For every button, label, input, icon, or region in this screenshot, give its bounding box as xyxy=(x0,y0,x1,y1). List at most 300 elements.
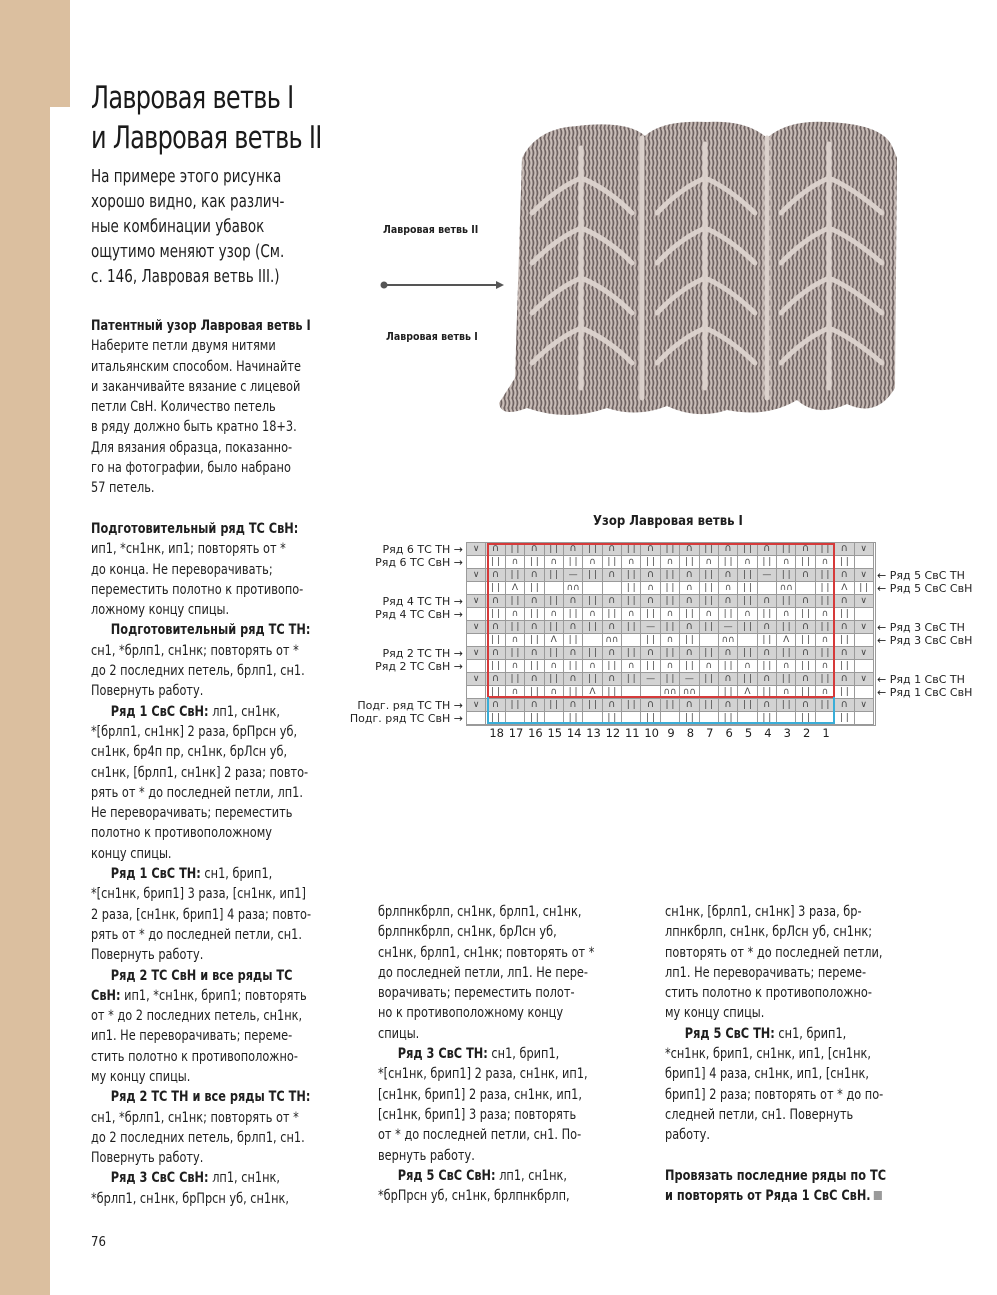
chart-column-number: 6 xyxy=(725,726,733,740)
chart-cell: ∩ xyxy=(641,569,660,582)
chart-cell: ∩ xyxy=(661,660,680,673)
pointer-arrow-icon xyxy=(380,281,504,289)
chart-cell: ∩ xyxy=(486,595,505,608)
chart-cell: | | xyxy=(661,621,680,634)
chart-cell: | | xyxy=(641,712,660,725)
chart-cell: ∩ xyxy=(622,608,641,621)
row-label: Ряд 5 СвС СвН: xyxy=(397,1167,496,1184)
row-label: Ряд 1 СвС СвН: xyxy=(110,703,209,720)
chart-cell: | | xyxy=(700,647,719,660)
chart-cell: ∩ xyxy=(719,543,738,556)
chart-column-number: 4 xyxy=(764,726,772,740)
chart-cell: | | xyxy=(506,543,525,556)
chart-cell: ∩ xyxy=(777,608,796,621)
chart-cell: ∨ xyxy=(855,569,874,582)
chart-row xyxy=(467,660,874,673)
row-label: Подготовительный ряд ТС СвН: xyxy=(91,520,299,537)
chart-row xyxy=(467,595,874,608)
chart-cell: ∩ xyxy=(719,582,738,595)
chart-cell: ∩ xyxy=(564,543,583,556)
chart-cell: | | xyxy=(622,621,641,634)
chart-cell: | | xyxy=(680,556,699,569)
chart-title: Узор Лавровая ветвь I xyxy=(593,514,743,529)
chart-cell: | | xyxy=(622,569,641,582)
chart-cell: ∩ xyxy=(603,543,622,556)
text-line: и заканчивайте вязание с лицевой xyxy=(91,378,301,395)
chart-cell xyxy=(855,634,874,647)
chart-column-number: 11 xyxy=(624,726,640,740)
pattern-heading: Патентный узор Лавровая ветвь I xyxy=(91,318,311,334)
text-line: *[сн1нк, брип1] 3 раза, [сн1нк, ип1] xyxy=(91,886,306,903)
chart-cell: ∩ xyxy=(486,569,505,582)
text-line: до последней петли, лп1. Не пере- xyxy=(378,964,589,981)
chart-cell xyxy=(603,582,622,595)
chart-cell xyxy=(700,634,719,647)
chart-cell: | | xyxy=(796,634,815,647)
chart-cell: ∩ xyxy=(719,647,738,660)
text-line: работу. xyxy=(665,1127,710,1144)
text-line: *брлп1, сн1нк, брПрсн уб, сн1нк, xyxy=(91,1190,290,1207)
text-fragment: сн1, брип1, xyxy=(200,866,273,883)
chart-cell: ∩ xyxy=(486,673,505,686)
chart-cell: | | xyxy=(622,595,641,608)
chart-cell: | | xyxy=(816,543,835,556)
chart-cell: | | xyxy=(486,608,505,621)
chart-cell: ∨ xyxy=(855,647,874,660)
chart-column-number: 14 xyxy=(566,726,582,740)
chart-cell: | | xyxy=(816,582,835,595)
chart-cell: ∩∩ xyxy=(680,686,699,699)
chart-cell: | | xyxy=(796,556,815,569)
chart-cell: | | xyxy=(796,686,815,699)
chart-cell: | | xyxy=(835,660,854,673)
chart-cell: | | xyxy=(835,712,854,725)
chart-cell: ∩ xyxy=(525,673,544,686)
chart-cell: | | xyxy=(700,699,719,712)
chart-cell: ∩ xyxy=(661,556,680,569)
chart-row xyxy=(467,608,874,621)
chart-row-label: ← Ряд 3 СвС СвН xyxy=(877,634,973,647)
chart-cell: ∩ xyxy=(583,556,602,569)
chart-cell: | | xyxy=(661,673,680,686)
chart-column-number: 7 xyxy=(706,726,714,740)
chart-cell: ∩ xyxy=(777,660,796,673)
chart-cell: ∩ xyxy=(506,686,525,699)
page-accent-stripe xyxy=(0,107,50,1295)
chart-cell: ∩ xyxy=(603,647,622,660)
chart-cell: ∨ xyxy=(467,699,486,712)
chart-cell xyxy=(855,608,874,621)
text-fragment: сн1, брип1, xyxy=(487,1046,560,1063)
chart-cell: | | xyxy=(661,569,680,582)
chart-cell: ∩ xyxy=(777,556,796,569)
chart-cell xyxy=(855,712,874,725)
chart-cell: | | xyxy=(564,634,583,647)
chart-column-number: 10 xyxy=(644,726,659,740)
chart-cell: | | xyxy=(777,569,796,582)
chart-cell: ∩ xyxy=(603,621,622,634)
chart-cell: ∩ xyxy=(506,634,525,647)
chart-cell: ∩ xyxy=(758,699,777,712)
chart-cell: ∩ xyxy=(545,608,564,621)
chart-cell: ∩ xyxy=(525,647,544,660)
text-line: *[сн1нк, брип1] 2 раза, сн1нк, ип1, xyxy=(378,1066,588,1083)
chart-cell: | | xyxy=(583,673,602,686)
chart-cell: ∩ xyxy=(486,699,505,712)
chart-row xyxy=(467,569,874,582)
chart-cell xyxy=(506,712,525,725)
text-line: ворачивать; переместить полот- xyxy=(378,985,575,1002)
chart-cell: ∩ xyxy=(816,660,835,673)
chart-cell: ∩ xyxy=(835,543,854,556)
chart-cell: ∩ xyxy=(603,673,622,686)
chart-cell: | | xyxy=(545,621,564,634)
chart-cell: | | xyxy=(816,595,835,608)
chart-cell: | | xyxy=(680,660,699,673)
text-line: сн1нк, [брлп1, сн1нк] 3 раза, бр- xyxy=(665,904,862,920)
chart-cell: ∩ xyxy=(564,621,583,634)
chart-cell: ∨ xyxy=(855,673,874,686)
chart-cell: | | xyxy=(816,569,835,582)
chart-cell: ∩ xyxy=(777,686,796,699)
chart-row-label: ← Ряд 1 СвС ТН xyxy=(877,673,965,686)
chart-cell: ∩ xyxy=(641,595,660,608)
chart-cell xyxy=(661,712,680,725)
chart-cell: ∩ xyxy=(564,673,583,686)
chart-cell: ∩ xyxy=(486,543,505,556)
chart-cell: | | xyxy=(525,712,544,725)
text-fragment: лп1, сн1нк, xyxy=(208,1170,280,1187)
chart-cell: ∩ xyxy=(545,556,564,569)
text-line: брлпнкбрлп, сн1нк, брлп1, сн1нк, xyxy=(378,904,582,920)
chart-cell: ∩ xyxy=(816,608,835,621)
chart-cell xyxy=(467,556,486,569)
chart-cell: ∩ xyxy=(641,543,660,556)
text-line: лп1. Не переворачивать; переме- xyxy=(665,964,867,981)
chart-cell: | | xyxy=(738,569,757,582)
text-line: ложному концу спицы. xyxy=(91,602,230,619)
chart-column-number: 16 xyxy=(528,726,543,740)
chart-cell: | | xyxy=(661,543,680,556)
chart-cell: ∩ xyxy=(835,595,854,608)
chart-cell: | | xyxy=(545,569,564,582)
chart-cell: ∩ xyxy=(738,660,757,673)
chart-cell: ∩ xyxy=(506,660,525,673)
text-line: следней петли, сн1. Повернуть xyxy=(665,1106,854,1123)
chart-cell: ∩∩ xyxy=(777,582,796,595)
chart-row-label: Ряд 4 ТС ТН → xyxy=(382,595,463,608)
chart-cell: ∩ xyxy=(641,647,660,660)
chart-cell: ∩ xyxy=(816,686,835,699)
chart-cell: ∩ xyxy=(680,569,699,582)
chart-cell: ∩ xyxy=(603,569,622,582)
chart-cell: ∩ xyxy=(796,595,815,608)
row-label: Ряд 3 СвС СвН: xyxy=(110,1170,209,1187)
text-line: *[брлп1, сн1нк] 2 раза, брПрсн уб, xyxy=(91,723,298,740)
chart-cell: ∩ xyxy=(758,647,777,660)
chart-cell: ∨ xyxy=(467,647,486,660)
chart-cell: ∩ xyxy=(622,660,641,673)
text-line: рять от * до последней петли, лп1. xyxy=(91,784,303,801)
final-instruction: Провязать последние ряды по ТС xyxy=(665,1167,887,1184)
chart-cell xyxy=(855,686,874,699)
text-line: петли СвН. Количество петель xyxy=(91,399,276,416)
chart-cell xyxy=(622,634,641,647)
chart-cell: ∩ xyxy=(738,608,757,621)
row-label: Подготовительный ряд ТС ТН: xyxy=(110,622,311,639)
chart-cell: ∩ xyxy=(719,595,738,608)
chart-cell: | | xyxy=(622,699,641,712)
chart-cell: | | xyxy=(603,712,622,725)
text-line: до 2 последних петель, брлп1, сн1. xyxy=(91,1129,305,1146)
chart-row-label: Ряд 4 ТС СвН → xyxy=(375,608,463,621)
chart-column-number: 13 xyxy=(586,726,601,740)
text-line: сн1нк, [брлп1, сн1нк] 2 раза; повто- xyxy=(91,764,309,781)
chart-cell: | | xyxy=(545,699,564,712)
chart-cell: | | xyxy=(661,595,680,608)
text-line: брип1] 2 раза; повторять от * до по- xyxy=(665,1086,884,1103)
chart-cell: | | xyxy=(758,634,777,647)
chart-cell: ∩ xyxy=(835,621,854,634)
text-line: от * до последней петли, сн1. По- xyxy=(378,1127,582,1144)
chart-row xyxy=(467,582,874,595)
chart-cell: ∩ xyxy=(758,621,777,634)
chart-cell: | | xyxy=(622,582,641,595)
chart-cell: ∩ xyxy=(525,699,544,712)
text-line: брип1] 4 раза, сн1нк, ип1, [сн1нк, xyxy=(665,1066,869,1083)
text-line: стить полотно к противоположно- xyxy=(665,985,872,1002)
chart-cell: | | xyxy=(719,608,738,621)
text-fragment: ип1, *сн1нк, брип1; повторять xyxy=(120,987,307,1004)
chart-cell: ∩ xyxy=(680,595,699,608)
chart-cell: | | xyxy=(525,608,544,621)
chart-cell: | | xyxy=(680,712,699,725)
chart-cell: ∩ xyxy=(680,699,699,712)
chart-cell xyxy=(583,712,602,725)
chart-cell: | | xyxy=(583,543,602,556)
chart-row xyxy=(467,634,874,647)
chart-cell: ∨ xyxy=(855,699,874,712)
chart-cell xyxy=(641,686,660,699)
chart-cell: | | xyxy=(564,686,583,699)
text-line: спицы. xyxy=(378,1025,420,1042)
chart-row xyxy=(467,673,874,686)
chart-cell: | | xyxy=(738,699,757,712)
chart-cell: | | xyxy=(758,660,777,673)
text-line: [сн1нк, брип1] 2 раза, сн1нк, ип1, xyxy=(378,1086,582,1103)
chart-cell: ∩ xyxy=(816,556,835,569)
chart-cell: ∩ xyxy=(816,634,835,647)
chart-cell: ∩ xyxy=(525,569,544,582)
chart-column-number: 9 xyxy=(667,726,675,740)
chart-row xyxy=(467,699,874,712)
text-line: рять от * до последней петли, сн1. xyxy=(91,926,302,943)
chart-cell: | | xyxy=(700,621,719,634)
photo-label-laurel-1: Лавровая ветвь I xyxy=(386,331,478,343)
chart-cell: ∩ xyxy=(796,647,815,660)
chart-cell: ∩ xyxy=(564,699,583,712)
chart-cell xyxy=(855,556,874,569)
chart-cell: ∩ xyxy=(758,595,777,608)
chart-cell: | | xyxy=(564,660,583,673)
chart-cell: ∩ xyxy=(700,556,719,569)
chart-cell: | | xyxy=(506,569,525,582)
final-instruction: и повторять от Ряда 1 СвС СвН. xyxy=(665,1188,871,1205)
chart-cell: | | xyxy=(603,686,622,699)
text-line: 2 раза, [сн1нк, брип1] 4 раза; повто- xyxy=(91,906,312,923)
chart-cell: | | xyxy=(738,595,757,608)
chart-cell: ∨ xyxy=(467,595,486,608)
chart-cell: | | xyxy=(525,634,544,647)
chart-cell: | | xyxy=(700,543,719,556)
chart-cell: | | xyxy=(622,647,641,660)
text-line: но к противоположному концу xyxy=(378,1005,564,1022)
chart-row xyxy=(467,647,874,660)
chart-cell: | | xyxy=(816,647,835,660)
chart-cell: | | xyxy=(545,673,564,686)
chart-cell: ∩ xyxy=(719,569,738,582)
chart-cell: | | xyxy=(835,556,854,569)
text-line: лпнкбрлп, сн1нк, брЛсн уб, сн1нк; xyxy=(665,924,873,941)
chart-cell: ∩ xyxy=(545,660,564,673)
chart-column-number: 18 xyxy=(489,726,504,740)
text-line: 57 петель. xyxy=(91,480,155,497)
chart-cell: | | xyxy=(506,699,525,712)
chart-cell: ∩ xyxy=(525,621,544,634)
text-line: ип1, *сн1нк, ип1; повторять от * xyxy=(91,541,286,558)
chart-cell: | | xyxy=(738,543,757,556)
text-line: сн1, *брлп1, сн1нк; повторять от * xyxy=(91,642,299,659)
chart-cell: | | xyxy=(641,660,660,673)
chart-cell: | | xyxy=(758,686,777,699)
chart-cell: ∩ xyxy=(796,569,815,582)
chart-cell: ∩ xyxy=(583,660,602,673)
chart-cell: | | xyxy=(545,543,564,556)
chart-cell: | | xyxy=(796,660,815,673)
chart-cell: | | xyxy=(700,673,719,686)
chart-cell: | | xyxy=(603,660,622,673)
chart-cell: ∩ xyxy=(564,647,583,660)
title-line-1: Лавровая ветвь I xyxy=(91,80,294,116)
chart-cell: | | xyxy=(777,543,796,556)
chart-column-number: 3 xyxy=(783,726,791,740)
row-label: ТС ТН: xyxy=(268,1089,311,1106)
chart-cell: ∩ xyxy=(603,595,622,608)
chart-cell: | | xyxy=(622,673,641,686)
text-line: Повернуть работу. xyxy=(91,1150,204,1167)
chart-cell: ∩ xyxy=(641,582,660,595)
chart-row xyxy=(467,686,874,699)
text-line: полотно к противоположному xyxy=(91,825,272,842)
chart-cell: | | xyxy=(738,621,757,634)
chart-cell xyxy=(467,712,486,725)
chart-cell: ∩ xyxy=(719,673,738,686)
text-line: *брПрсн уб, сн1нк, брлпнкбрлп, xyxy=(378,1188,570,1205)
text-line: вернуть работу. xyxy=(378,1147,475,1164)
row-label: СвН: xyxy=(91,987,121,1004)
chart-cell: | | xyxy=(777,595,796,608)
intro-line: На примере этого рисунка xyxy=(91,167,282,187)
chart-cell: | | xyxy=(738,647,757,660)
text-line: Не переворачивать; переместить xyxy=(91,805,293,822)
instructions-column-1 xyxy=(91,316,311,1209)
chart-cell: | | xyxy=(525,686,544,699)
chart-column-number: 17 xyxy=(508,726,524,740)
chart-cell: ∨ xyxy=(467,621,486,634)
chart-cell xyxy=(796,582,815,595)
text-line: Для вязания образца, показанно- xyxy=(91,439,293,456)
chart-cell: | | xyxy=(545,595,564,608)
chart-cell: | | xyxy=(816,673,835,686)
chart-cell: | | xyxy=(855,582,874,595)
chart-cell xyxy=(700,686,719,699)
page-title xyxy=(91,78,322,158)
chart-cell: ∩ xyxy=(680,647,699,660)
chart-cell: ∩ xyxy=(564,595,583,608)
chart-cell: | | xyxy=(816,621,835,634)
chart-cell: | | xyxy=(486,556,505,569)
chart-row-label: Ряд 2 ТС ТН → xyxy=(382,647,463,660)
chart-cell: ∩ xyxy=(486,647,505,660)
chart-cell: | | xyxy=(700,569,719,582)
chart-cell: ∩ xyxy=(835,699,854,712)
chart-cell: | | xyxy=(486,660,505,673)
chart-cell xyxy=(467,634,486,647)
chart-column-number: 12 xyxy=(605,726,621,740)
chart-cell: ∩ xyxy=(835,673,854,686)
chart-column-number: 5 xyxy=(744,726,753,740)
chart-cell xyxy=(467,582,486,595)
text-fragment: лп1, сн1нк, xyxy=(495,1167,567,1184)
chart-cell xyxy=(738,712,757,725)
text-line: [сн1нк, брип1] 3 раза; повторять xyxy=(378,1106,577,1123)
chart-cell: ∩ xyxy=(796,673,815,686)
row-label: и все ряды ТС xyxy=(196,967,293,984)
chart-row-label: ← Ряд 5 СвС ТН xyxy=(877,569,965,582)
chart-cell: | | xyxy=(758,712,777,725)
stitch-chart-grid xyxy=(467,543,874,725)
chart-cell: | | xyxy=(486,686,505,699)
chart-cell: — xyxy=(758,569,777,582)
chart-cell: | | xyxy=(719,660,738,673)
text-line: повторять от * до последней петли, xyxy=(665,944,883,961)
chart-cell: | | xyxy=(525,660,544,673)
text-line: сн1нк, брлп1, сн1нк; повторять от * xyxy=(378,944,595,961)
chart-row-label: ← Ряд 5 СвС СвН xyxy=(877,582,973,595)
chart-row-label: ← Ряд 3 СвС ТН xyxy=(877,621,965,634)
chart-cell xyxy=(583,634,602,647)
chart-cell: ∩ xyxy=(700,660,719,673)
chart-cell: | | xyxy=(603,556,622,569)
chart-cell: ∨ xyxy=(467,569,486,582)
text-line: до 2 последних петель, брлп1, сн1. xyxy=(91,663,305,680)
chart-cell xyxy=(583,582,602,595)
chart-cell: ∩∩ xyxy=(564,582,583,595)
end-square-icon xyxy=(874,1191,882,1200)
chart-cell: | | xyxy=(777,621,796,634)
text-line: ип1. Не переворачивать; переме- xyxy=(91,1028,293,1045)
text-line: до конца. Не переворачивать; xyxy=(91,561,273,578)
intro-line: хорошо видно, как различ- xyxy=(91,192,285,212)
chart-cell: Λ xyxy=(835,582,854,595)
chart-cell: | | xyxy=(564,712,583,725)
chart-column-number: 8 xyxy=(686,726,695,740)
chart-cell: ∩ xyxy=(796,621,815,634)
chart-cell: ∩ xyxy=(583,608,602,621)
chart-cell: ∨ xyxy=(467,673,486,686)
chart-cell: ∩ xyxy=(525,595,544,608)
text-line: го на фотографии, было набрано xyxy=(91,460,291,477)
